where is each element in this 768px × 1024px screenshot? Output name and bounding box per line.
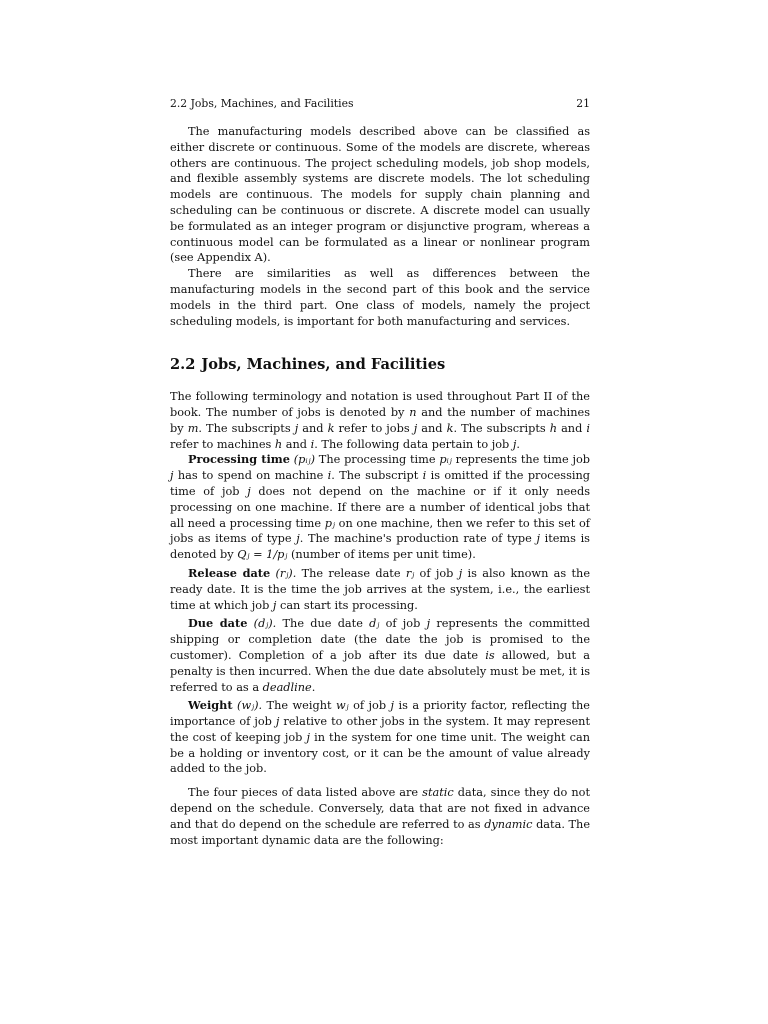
running-head: [170, 96, 590, 118]
spacer: [170, 777, 590, 785]
running-head-section: 2.2 Jobs, Machines, and Facilities: [170, 97, 354, 110]
definition-weight: Weight (wⱼ). The weight wⱼ of job j is a priority factor, reflecting the importance of job j relative to other jobs in the system. It may represent the cost of keeping job j in the system for one time unit. The weight can be a holding or inventory cost, or it can be the amount of value already added to the job.: [170, 698, 590, 776]
definitions: [170, 452, 590, 777]
closing-paragraph: The four pieces of data listed above are static data, since they do not depend on the schedule. Conversely, data that are not fixed in advance and that do depend on the schedule are referred to as dynamic data. The most important dynamic data are the following:: [170, 786, 591, 847]
definition-release-date: Release date (rⱼ). The release date rⱼ of job j is also known as the ready date. It is the time the job arrives at the system, i.e., the earliest time at which job j can start its processing.: [170, 565, 591, 612]
intro-paragraph-2: There are similarities as well as differences between the manufacturing models in the second part of this book and the service models in the third part. One class of models, namely the project scheduling models, is important for both manufacturing and services.: [170, 267, 590, 328]
section-number: 2.2: [170, 356, 196, 374]
section-heading: [170, 357, 590, 373]
page: [170, 96, 590, 848]
definition-processing-time: Processing time (pᵢⱼ) The processing time pᵢⱼ represents the time job j has to spend on machine i. The subscript i is omitted if the processing time of job j does not depend on the machine or if it only needs processing on one machine. If there are a number of identical jobs that all need a processing time pⱼ on one machine, then we refer to this set of jobs as items of type j. The machine's production rate of type j items is denoted by Qⱼ = 1/pⱼ (number of items per unit time).: [170, 452, 591, 562]
page-number: 21: [576, 97, 590, 110]
section-title: Jobs, Machines, and Facilities: [201, 356, 446, 374]
definition-due-date: Due date (dⱼ). The due date dⱼ of job j represents the committed shipping or completion date (the date the job is promised to the customer). Completion of a job after its due date is allowed, but a penalty is then incurred. When the due date absolutely must be met, it is referred to as a deadline.: [170, 616, 590, 694]
terminology-paragraph: The following terminology and notation is used throughout Part II of the book. The number of jobs is denoted by n and the number of machines by m. The subscripts j and k refer to jobs j and k. The subscripts h and i refer to machines h and i. The following data pertain to job j.: [170, 390, 591, 451]
intro-paragraph-1: The manufacturing models described above can be classified as either discrete or continuous. Some of the models are discrete, whereas others are continuous. The project scheduling models, job shop models, and flexible assembly systems are discrete models. The lot scheduling models are continuous. The models for supply chain planning and scheduling can be continuous or discrete. A discrete model can usually be formulated as an integer program or disjunctive program, whereas a continuous model can be formulated as a linear or nonlinear program (see Appendix A).: [170, 125, 590, 265]
